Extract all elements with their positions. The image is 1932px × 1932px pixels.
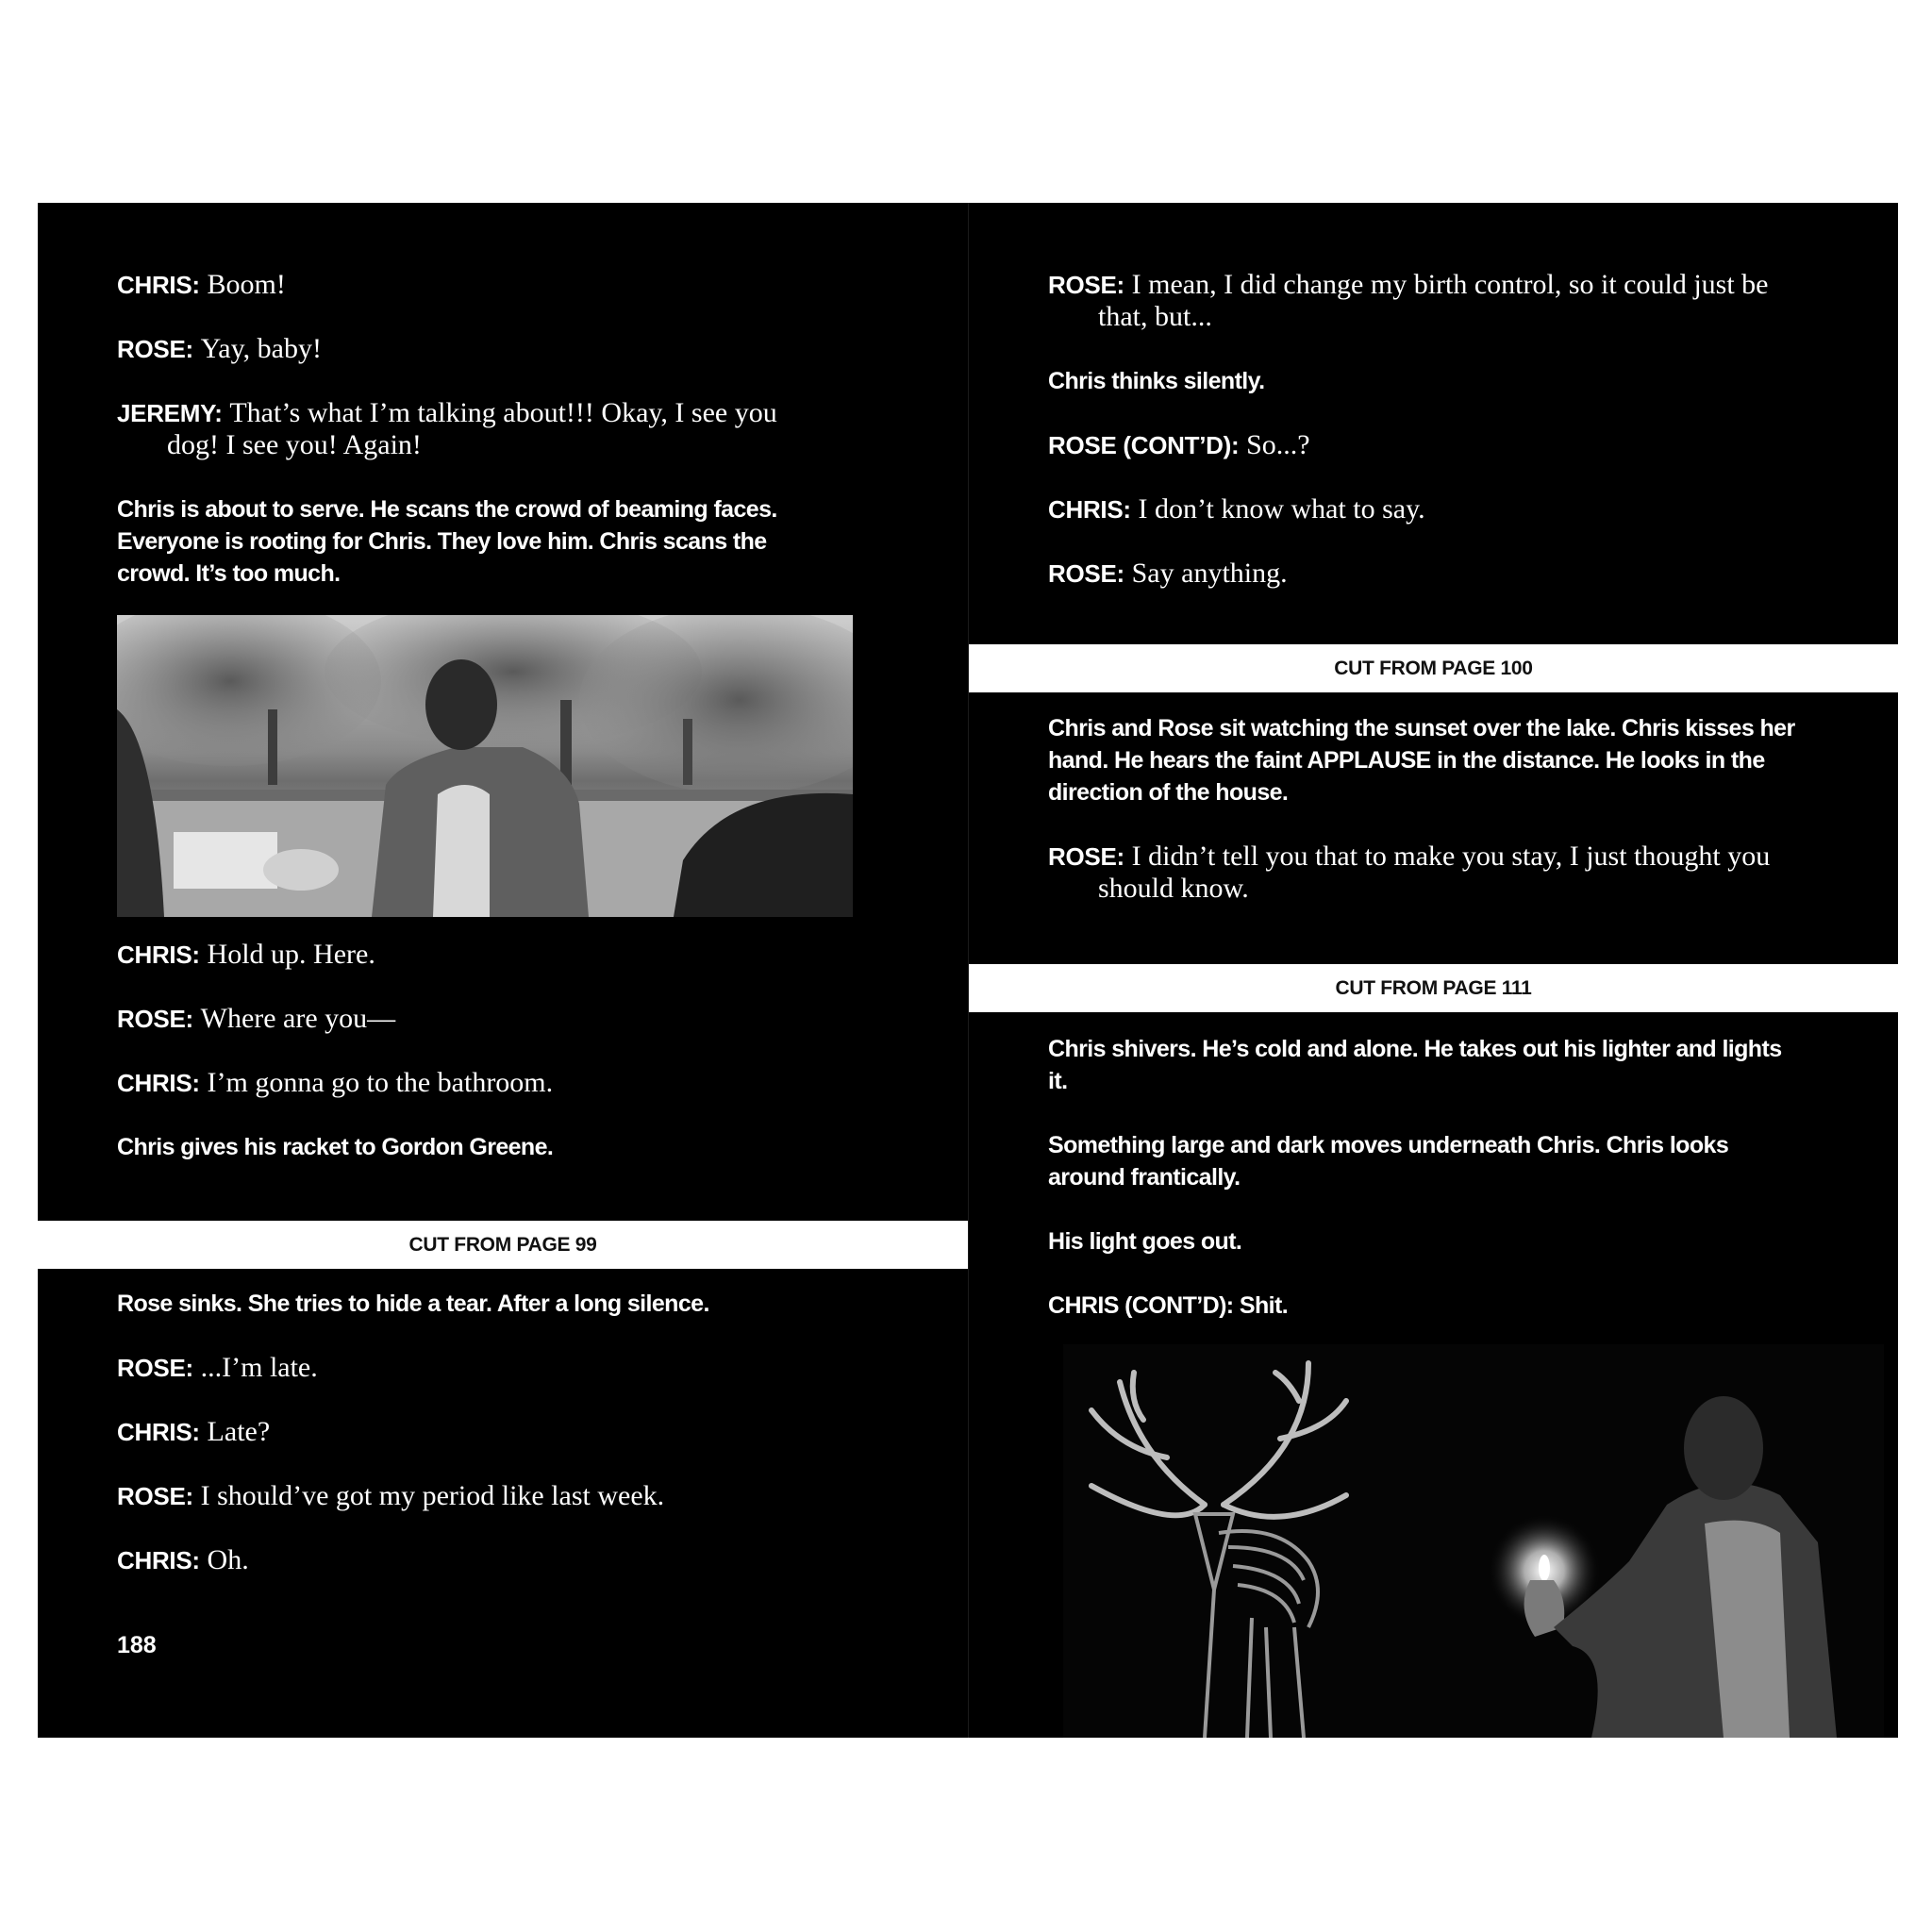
film-still-tennis-image (117, 615, 853, 917)
speaker-name: JEREMY: (117, 399, 223, 427)
right-section-3 (1048, 1033, 1804, 1354)
speaker-name: ROSE: (1048, 271, 1124, 299)
action-line: Chris is about to serve. He scans the crowd of beaming faces. Everyone is rooting for Chris. They love him. Chris scans the crowd. It’s too much. (117, 496, 777, 587)
cut-label-bar (969, 644, 1898, 692)
dialogue-line (1048, 841, 1823, 905)
dialogue-line (1048, 493, 1813, 525)
dialogue-line (1048, 558, 1813, 590)
dialogue-text: Late? (207, 1416, 271, 1447)
left-section-2 (117, 939, 892, 1195)
action-line: Rose sinks. She tries to hide a tear. After a long silence. (117, 1291, 709, 1317)
action-line: Chris gives his racket to Gordon Greene. (117, 1134, 554, 1160)
speaker-name: CHRIS: (1048, 495, 1131, 524)
film-still-night (1063, 1344, 1884, 1738)
speaker-name: ROSE: (117, 335, 193, 363)
dialogue-text: I mean, I did change my birth control, so it could just be that, but... (1098, 269, 1769, 332)
speaker-name: ROSE: (1048, 559, 1124, 588)
left-section-1 (117, 269, 892, 622)
dialogue-text: I’m gonna go to the bathroom. (207, 1067, 554, 1098)
left-page (38, 203, 968, 1738)
dialogue-line (117, 1067, 892, 1099)
dialogue-line (117, 397, 815, 461)
dialogue-text: ...I’m late. (200, 1352, 318, 1383)
speaker-name: ROSE (CONT’D): (1048, 431, 1240, 459)
book-spread (38, 203, 1898, 1738)
speaker-name: ROSE: (117, 1354, 193, 1382)
dialogue-line (117, 1003, 892, 1035)
dialogue-line (117, 1480, 892, 1512)
speaker-name: CHRIS: (117, 1069, 200, 1097)
cut-label-bar (969, 964, 1898, 1012)
dialogue-text: That’s what I’m talking about!!! Okay, I see you dog! I see you! Again! (167, 397, 777, 460)
speaker-name: ROSE: (117, 1482, 193, 1510)
speaker-name: ROSE: (1048, 842, 1124, 871)
dialogue-line (117, 333, 892, 365)
dialogue-text: I don’t know what to say. (1138, 493, 1425, 525)
dialogue-text: I didn’t tell you that to make you stay, I just thought you should know. (1098, 841, 1771, 904)
dialogue-text: Yay, baby! (200, 333, 322, 364)
dialogue-text: Oh. (207, 1544, 249, 1575)
dialogue-text: Hold up. Here. (207, 939, 375, 970)
action-line: Chris shivers. He’s cold and alone. He takes out his lighter and lights it. (1048, 1036, 1782, 1094)
speaker-name: CHRIS: (117, 1418, 200, 1446)
cut-label-bar (38, 1221, 968, 1269)
dialogue-text: I should’ve got my period like last week. (200, 1480, 665, 1511)
film-still-tennis (117, 615, 853, 917)
action-line: His light goes out. (1048, 1228, 1242, 1255)
dialogue-text: So...? (1246, 429, 1310, 460)
dialogue-line (117, 1544, 892, 1576)
speaker-name: CHRIS: (117, 941, 200, 969)
right-section-1 (1048, 269, 1813, 622)
dialogue-line (117, 939, 892, 971)
right-page (968, 203, 1898, 1738)
cut-label: CUT FROM PAGE 111 (1335, 976, 1532, 999)
speaker-name: CHRIS: (117, 1546, 200, 1574)
dialogue-line (117, 1352, 892, 1384)
dialogue-line (1048, 269, 1813, 333)
dialogue-line (117, 269, 892, 301)
speaker-name: ROSE: (117, 1005, 193, 1033)
cut-label: CUT FROM PAGE 100 (1334, 657, 1533, 679)
action-line: Something large and dark moves underneath Chris. Chris looks around frantically. (1048, 1132, 1729, 1191)
action-line: Chris thinks silently. (1048, 368, 1265, 394)
dialogue-text: Say anything. (1131, 558, 1288, 589)
cut-label: CUT FROM PAGE 99 (408, 1233, 597, 1256)
speaker-name: CHRIS: (117, 271, 200, 299)
left-section-3 (117, 1288, 892, 1608)
dialogue-text: Boom! (207, 269, 286, 300)
dialogue-line (117, 1416, 892, 1448)
dialogue-line (1048, 429, 1813, 461)
action-line: Chris and Rose sit watching the sunset over the lake. Chris kisses her hand. He hears the faint APPLAUSE in the distance. He looks in the direction of the house. (1048, 715, 1795, 806)
dialogue-text: Where are you— (200, 1003, 396, 1034)
film-still-night-image (1063, 1344, 1884, 1738)
page-number: 188 (117, 1632, 157, 1658)
right-section-2 (1048, 712, 1823, 937)
action-line: CHRIS (CONT’D): Shit. (1048, 1292, 1289, 1319)
